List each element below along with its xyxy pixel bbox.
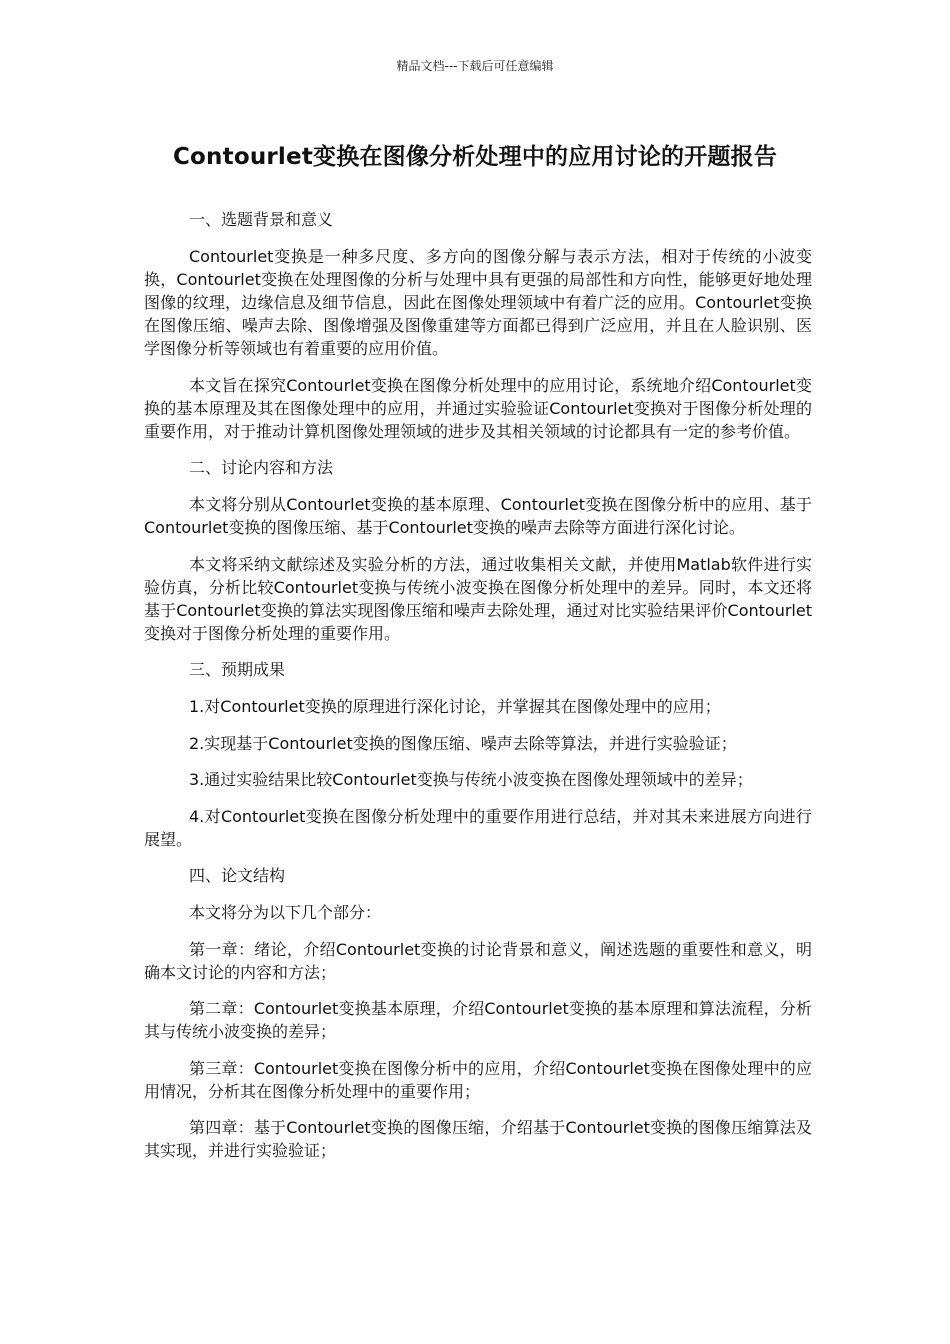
paragraph: 本文将分为以下几个部分： (189, 903, 382, 922)
header-note: 精品文档---下载后可任意编辑 (396, 59, 554, 73)
chapter-item: 第三章：Contourlet变换在图像分析中的应用，介绍Contourlet变换在图像处理中的应用情况，分析其在图像分析处理中的重要作用； (144, 1058, 812, 1101)
list-item: 4.对Contourlet变换在图像分析处理中的重要作用进行总结，并对其未来进展方向进行展望。 (144, 806, 812, 849)
chapter-item: 第二章：Contourlet变换基本原理，介绍Contourlet变换的基本原理和算法流程，分析其与传统小波变换的差异； (144, 999, 812, 1041)
section-heading-expected-results: 三、预期成果 (189, 660, 286, 679)
paragraph: 本文将分别从Contourlet变换的基本原理、Contourlet变换在图像分析中的应用、基于Contourlet变换的图像压缩、基于Contourlet变换的噪声去除等方面进行深化讨论。 (144, 495, 812, 537)
chapter-item: 第一章：绪论，介绍Contourlet变换的讨论背景和意义，阐述选题的重要性和意义，明确本文讨论的内容和方法； (144, 939, 812, 982)
paragraph: 本文将采纳文献综述及实验分析的方法，通过收集相关文献，并使用Matlab软件进行实验仿真，分析比较Contourlet变换与传统小波变换在图像分析处理中的差异。同时，本文还将基于Contourlet变换的算法实现图像压缩和噪声去除处理，通过对比实验结果评价Contourlet变换对于图像分析处理的重要作用。 (144, 554, 812, 643)
section-heading-content-methods: 二、讨论内容和方法 (189, 458, 334, 477)
list-item: 3.通过实验结果比较Contourlet变换与传统小波变换在图像处理领域中的差异； (189, 770, 753, 789)
list-item: 1.对Contourlet变换的原理进行深化讨论，并掌握其在图像处理中的应用； (189, 697, 721, 716)
document-title: Contourlet变换在图像分析处理中的应用讨论的开题报告 (172, 144, 778, 170)
section-heading-structure: 四、论文结构 (189, 866, 286, 885)
chapter-item: 第四章：基于Contourlet变换的图像压缩，介绍基于Contourlet变换的图像压缩算法及其实现，并进行实验验证； (144, 1118, 812, 1160)
section-heading-background: 一、选题背景和意义 (189, 210, 334, 229)
list-item: 2.实现基于Contourlet变换的图像压缩、噪声去除等算法，并进行实验验证； (189, 733, 737, 753)
paragraph: Contourlet变换是一种多尺度、多方向的图像分解与表示方法，相对于传统的小波变换，Contourlet变换在处理图像的分析与处理中具有更强的局部性和方向性，能够更好地处理图像的纹理，边缘信息及细节信息，因此在图像处理领域中有着广泛的应用。Contourlet变换在图像压缩、噪声去除、图像增强及图像重建等方面都已得到广泛应用，并且在人脸识别、医学图像分析等领域也有着重要的应用价值。 (144, 247, 812, 358)
paragraph: 本文旨在探究Contourlet变换在图像分析处理中的应用讨论，系统地介绍Contourlet变换的基本原理及其在图像处理中的应用，并通过实验验证Contourlet变换对于图像分析处理的重要作用，对于推动计算机图像处理领域的进步及其相关领域的讨论都具有一定的参考价值。 (144, 375, 812, 441)
document-body (144, 208, 812, 1176)
